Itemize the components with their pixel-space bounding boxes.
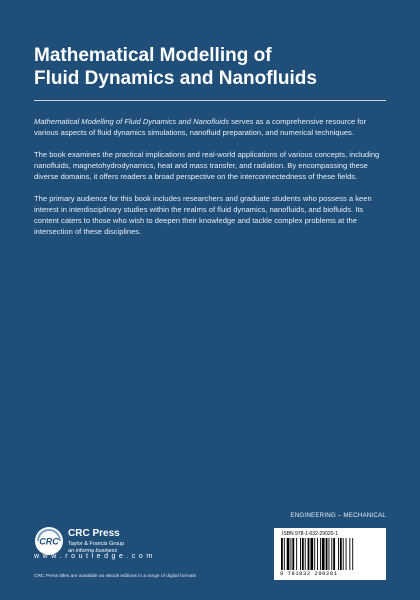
barcode-bar xyxy=(333,538,335,570)
title-line-1: Mathematical Modelling of xyxy=(34,45,272,66)
barcode-bar xyxy=(287,538,290,570)
title-divider xyxy=(34,100,386,101)
barcode-bar xyxy=(329,538,330,570)
barcode-bar xyxy=(292,538,294,570)
publisher-business: an informa business xyxy=(68,548,118,554)
blurb xyxy=(34,116,388,248)
barcode-bar xyxy=(343,538,344,570)
barcode-bar xyxy=(296,538,297,570)
barcode-bar xyxy=(340,538,342,570)
blurb-paragraph-2: The book examines the practical implications and real-world applications of various concepts, including nanofluids, magnetohydrodynamics, heat and mass transfer, and radiation. By encompassing these diverse domains, it offers readers a broad perspective on the interconnectedness of these fields. xyxy=(34,150,380,181)
publisher-name: CRC Press xyxy=(68,528,120,539)
ebook-note: CRC Press titles are available as eBook editions in a range of digital formats xyxy=(34,574,197,579)
blurb-paragraph-3: The primary audience for this book includes researchers and graduate students who possess a keen interest in interdisciplinary studies within the realms of fluid dynamics, nanofluids, and biofluids. Its content caters to those who wish to deepen their knowledge and tackle complex problems at the intersection of these disciplines. xyxy=(34,194,372,236)
barcode-bar xyxy=(331,538,332,570)
barcode-bar xyxy=(349,538,350,570)
subject-category: ENGINEERING – MECHANICAL xyxy=(290,512,386,519)
book-title xyxy=(34,44,394,90)
barcode-bar xyxy=(305,538,306,570)
barcode-bar xyxy=(326,538,328,570)
isbn-label: ISBN 978-1-032-29020-1 xyxy=(282,531,338,537)
title-line-2: Fluid Dynamics and Nanofluids xyxy=(34,68,317,89)
barcode-bar xyxy=(308,538,310,570)
blurb-book-title: Mathematical Modelling of Fluid Dynamics and Nanofluids xyxy=(34,117,229,126)
barcode-bar xyxy=(338,538,339,570)
barcode-bar xyxy=(346,538,347,570)
blurb-paragraph-1-text: serves as a comprehensive resource for various aspects of fluid dynamics simulations, nanofluid preparation, and numerical techniques. xyxy=(34,117,367,137)
crc-logo-icon xyxy=(34,526,64,556)
barcode-bar xyxy=(317,538,318,570)
barcode-icon xyxy=(280,538,380,570)
barcode-panel xyxy=(274,528,386,580)
barcode-bar xyxy=(291,538,292,570)
barcode-digits: 9 781032 290201 xyxy=(280,571,338,577)
barcode-bar xyxy=(284,538,285,570)
barcode-bar xyxy=(352,538,353,570)
logo-mark-text: CRC xyxy=(39,536,59,547)
barcode-bar xyxy=(314,538,315,570)
barcode-bar xyxy=(302,538,304,570)
barcode-bar xyxy=(310,538,313,570)
blurb-paragraph-1 xyxy=(34,116,388,138)
publisher-group: Taylor & Francis Group xyxy=(68,541,125,547)
barcode-bar xyxy=(281,538,283,570)
barcode-bar xyxy=(320,538,321,570)
publisher-url[interactable]: w w w . r o u t l e d g e . c o m xyxy=(34,553,153,560)
barcode-bar xyxy=(322,538,325,570)
barcode-bar xyxy=(300,538,301,570)
